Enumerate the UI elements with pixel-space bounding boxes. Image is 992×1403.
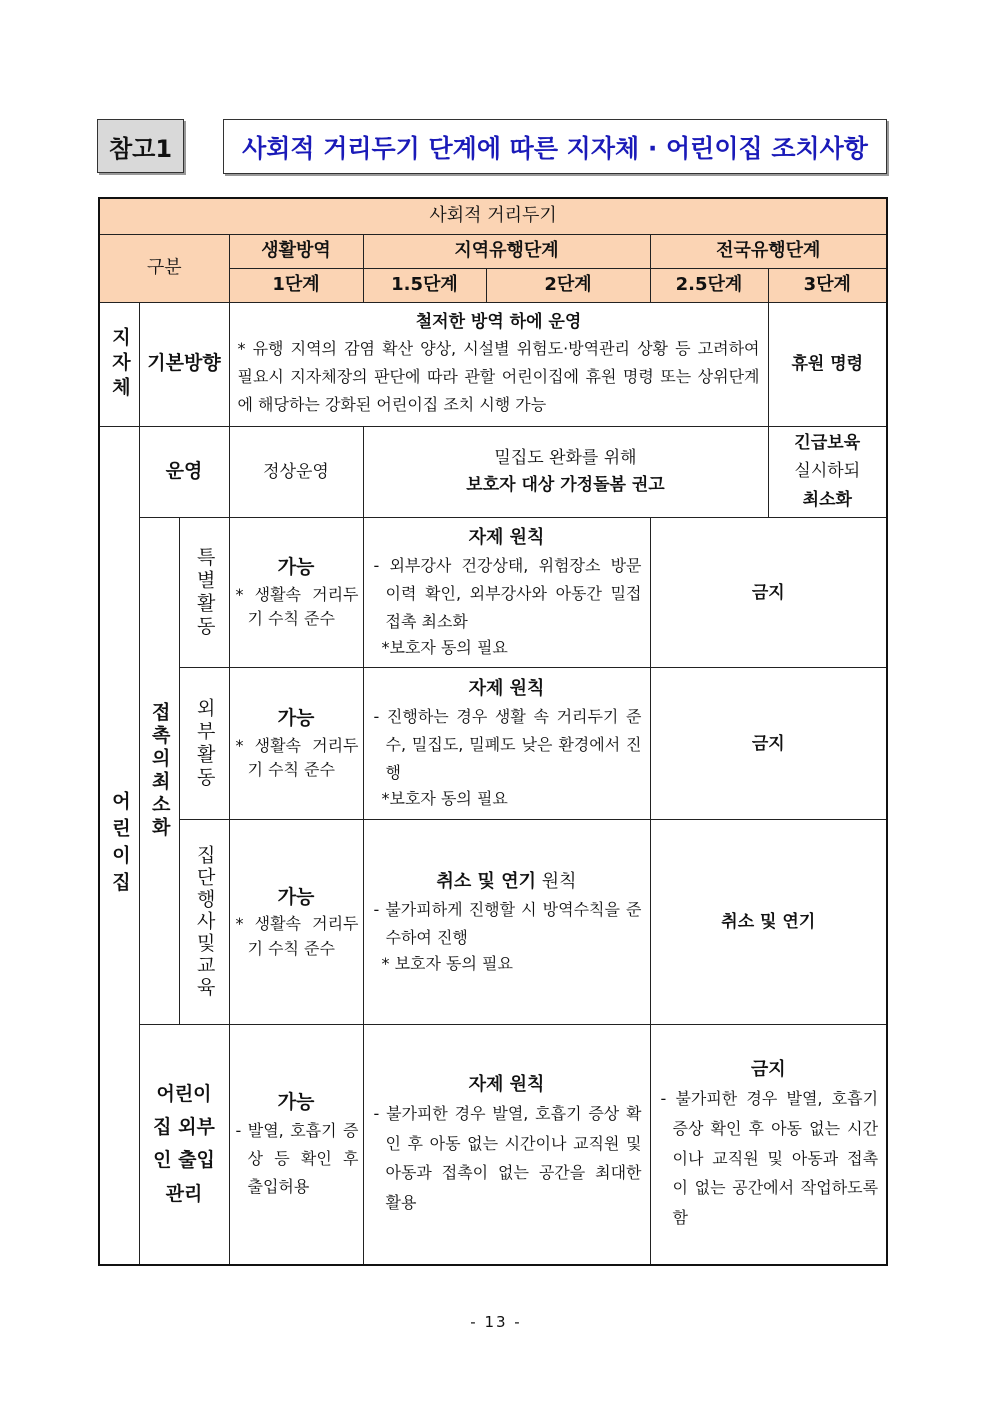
stage-1-5: 1.5단계 xyxy=(363,268,486,302)
special-mid-note: *보호자 동의 필요 xyxy=(381,638,508,658)
operation-stage3-line3: 최소화 xyxy=(802,490,852,511)
group-event-mid-title xyxy=(372,868,642,896)
basic-direction-title: 철저한 방역 하에 운영 xyxy=(415,311,582,332)
measures-table xyxy=(98,197,888,1266)
outdoor-stage1-title: 가능 xyxy=(277,707,315,730)
stage-1: 1단계 xyxy=(229,268,363,302)
daycare-label: 어린이집 xyxy=(99,426,139,1265)
page-number: - 13 - xyxy=(470,1313,522,1331)
visitor-high-title: 금지 xyxy=(750,1059,786,1081)
special-high: 금지 xyxy=(650,518,887,668)
stage-2: 2단계 xyxy=(486,268,650,302)
special-stage1 xyxy=(229,518,363,668)
table-top-header: 사회적 거리두기 xyxy=(99,198,887,234)
outdoor-mid-note: *보호자 동의 필요 xyxy=(381,789,508,809)
page-title: 사회적 거리두기 단계에 따른 지자체 · 어린이집 조치사항 xyxy=(223,119,887,174)
operation-stage3 xyxy=(768,426,887,518)
operation-stage3-line1: 긴급보육 xyxy=(794,432,861,453)
group-event-stage1 xyxy=(229,820,363,1025)
group-life: 생활방역 xyxy=(229,234,363,268)
special-mid-text: - 외부강사 건강상태, 위험장소 방문 이력 확인, 외부강사와 아동간 밀접접촉 최소화 xyxy=(373,556,642,632)
outdoor-high: 금지 xyxy=(650,668,887,820)
group-event-mid-title-bold: 취소 및 연기 xyxy=(436,870,536,892)
visitor-mid-text: - 불가피한 경우 발열, 호흡기 증상 확인 후 아동 없는 시간이나 교직원 및 아동과 접촉이 없는 공간을 최대한 활용 xyxy=(373,1104,642,1212)
outdoor-mid-title: 자제 원칙 xyxy=(468,678,545,700)
column-gubun: 구분 xyxy=(99,234,229,302)
visitor-mid xyxy=(363,1025,650,1265)
visitor-high xyxy=(650,1025,887,1265)
stage-3: 3단계 xyxy=(768,268,887,302)
stage-2-5: 2.5단계 xyxy=(650,268,768,302)
group-event-stage1-note: * 생활속 거리두기 수칙 준수 xyxy=(235,914,359,958)
basic-direction-content xyxy=(229,302,768,426)
basic-direction-label: 기본방향 xyxy=(139,302,229,426)
special-activity-label: 특별활동 xyxy=(179,518,229,668)
outdoor-stage1-note: * 생활속 거리두기 수칙 준수 xyxy=(235,735,359,780)
outdoor-stage1 xyxy=(229,668,363,820)
operation-label: 운영 xyxy=(139,426,229,518)
group-event-label: 집단행사및교육 xyxy=(179,820,229,1025)
local-gov-stage3: 휴원 명령 xyxy=(768,302,887,426)
operation-mid-line1: 밀집도 완화를 위해 xyxy=(494,448,637,469)
special-mid xyxy=(363,518,650,668)
operation-stage1: 정상운영 xyxy=(229,426,363,518)
operation-mid xyxy=(363,426,768,518)
group-event-high: 취소 및 연기 xyxy=(650,820,887,1025)
visitor-label: 어린이집 외부인 출입 관리 xyxy=(139,1025,229,1265)
visitor-high-text: - 불가피한 경우 발열, 호흡기 증상 확인 후 아동 없는 시간이나 교직원 및 아동과 접촉이 없는 공간에서 작업하도록 함 xyxy=(660,1089,879,1227)
operation-stage3-line2: 실시하되 xyxy=(794,461,861,482)
minimize-contact-label: 접촉의최소화 xyxy=(139,518,179,1025)
basic-direction-note: * 유행 지역의 감염 확산 양상, 시설별 위험도·방역관리 상황 등 고려하여 필요시 지자체장의 판단에 따라 관할 어린이집에 휴원 명령 또는 상위단계에 해당하는 강화된 어린이집 조치 시행 가능 xyxy=(237,339,760,415)
special-mid-title: 자제 원칙 xyxy=(468,527,545,549)
group-national: 전국유행단계 xyxy=(650,234,887,268)
outdoor-activity-label: 외부활동 xyxy=(179,668,229,820)
group-event-mid xyxy=(363,820,650,1025)
outdoor-mid xyxy=(363,668,650,820)
special-stage1-title: 가능 xyxy=(277,556,315,579)
group-event-mid-text: - 불가피하게 진행할 시 방역수칙을 준수하여 진행 xyxy=(373,899,642,947)
outdoor-mid-text: - 진행하는 경우 생활 속 거리두기 준수, 밀집도, 밀폐도 낮은 환경에서 진행 xyxy=(373,707,642,783)
visitor-stage1-text: - 발열, 호흡기 증상 등 확인 후 출입허용 xyxy=(235,1121,359,1197)
special-stage1-note: * 생활속 거리두기 수칙 준수 xyxy=(235,584,359,629)
group-regional: 지역유행단계 xyxy=(363,234,650,268)
group-event-stage1-title: 가능 xyxy=(277,885,315,908)
group-event-mid-note: * 보호자 동의 필요 xyxy=(381,953,513,973)
operation-mid-line2: 보호자 대상 가정돌봄 권고 xyxy=(466,474,665,495)
group-event-mid-title-rest: 원칙 xyxy=(535,870,577,892)
visitor-mid-title: 자제 원칙 xyxy=(468,1074,545,1096)
local-gov-label: 지자체 xyxy=(99,302,139,426)
visitor-stage1-title: 가능 xyxy=(277,1090,315,1113)
reference-label: 참고1 xyxy=(97,119,184,173)
visitor-stage1 xyxy=(229,1025,363,1265)
